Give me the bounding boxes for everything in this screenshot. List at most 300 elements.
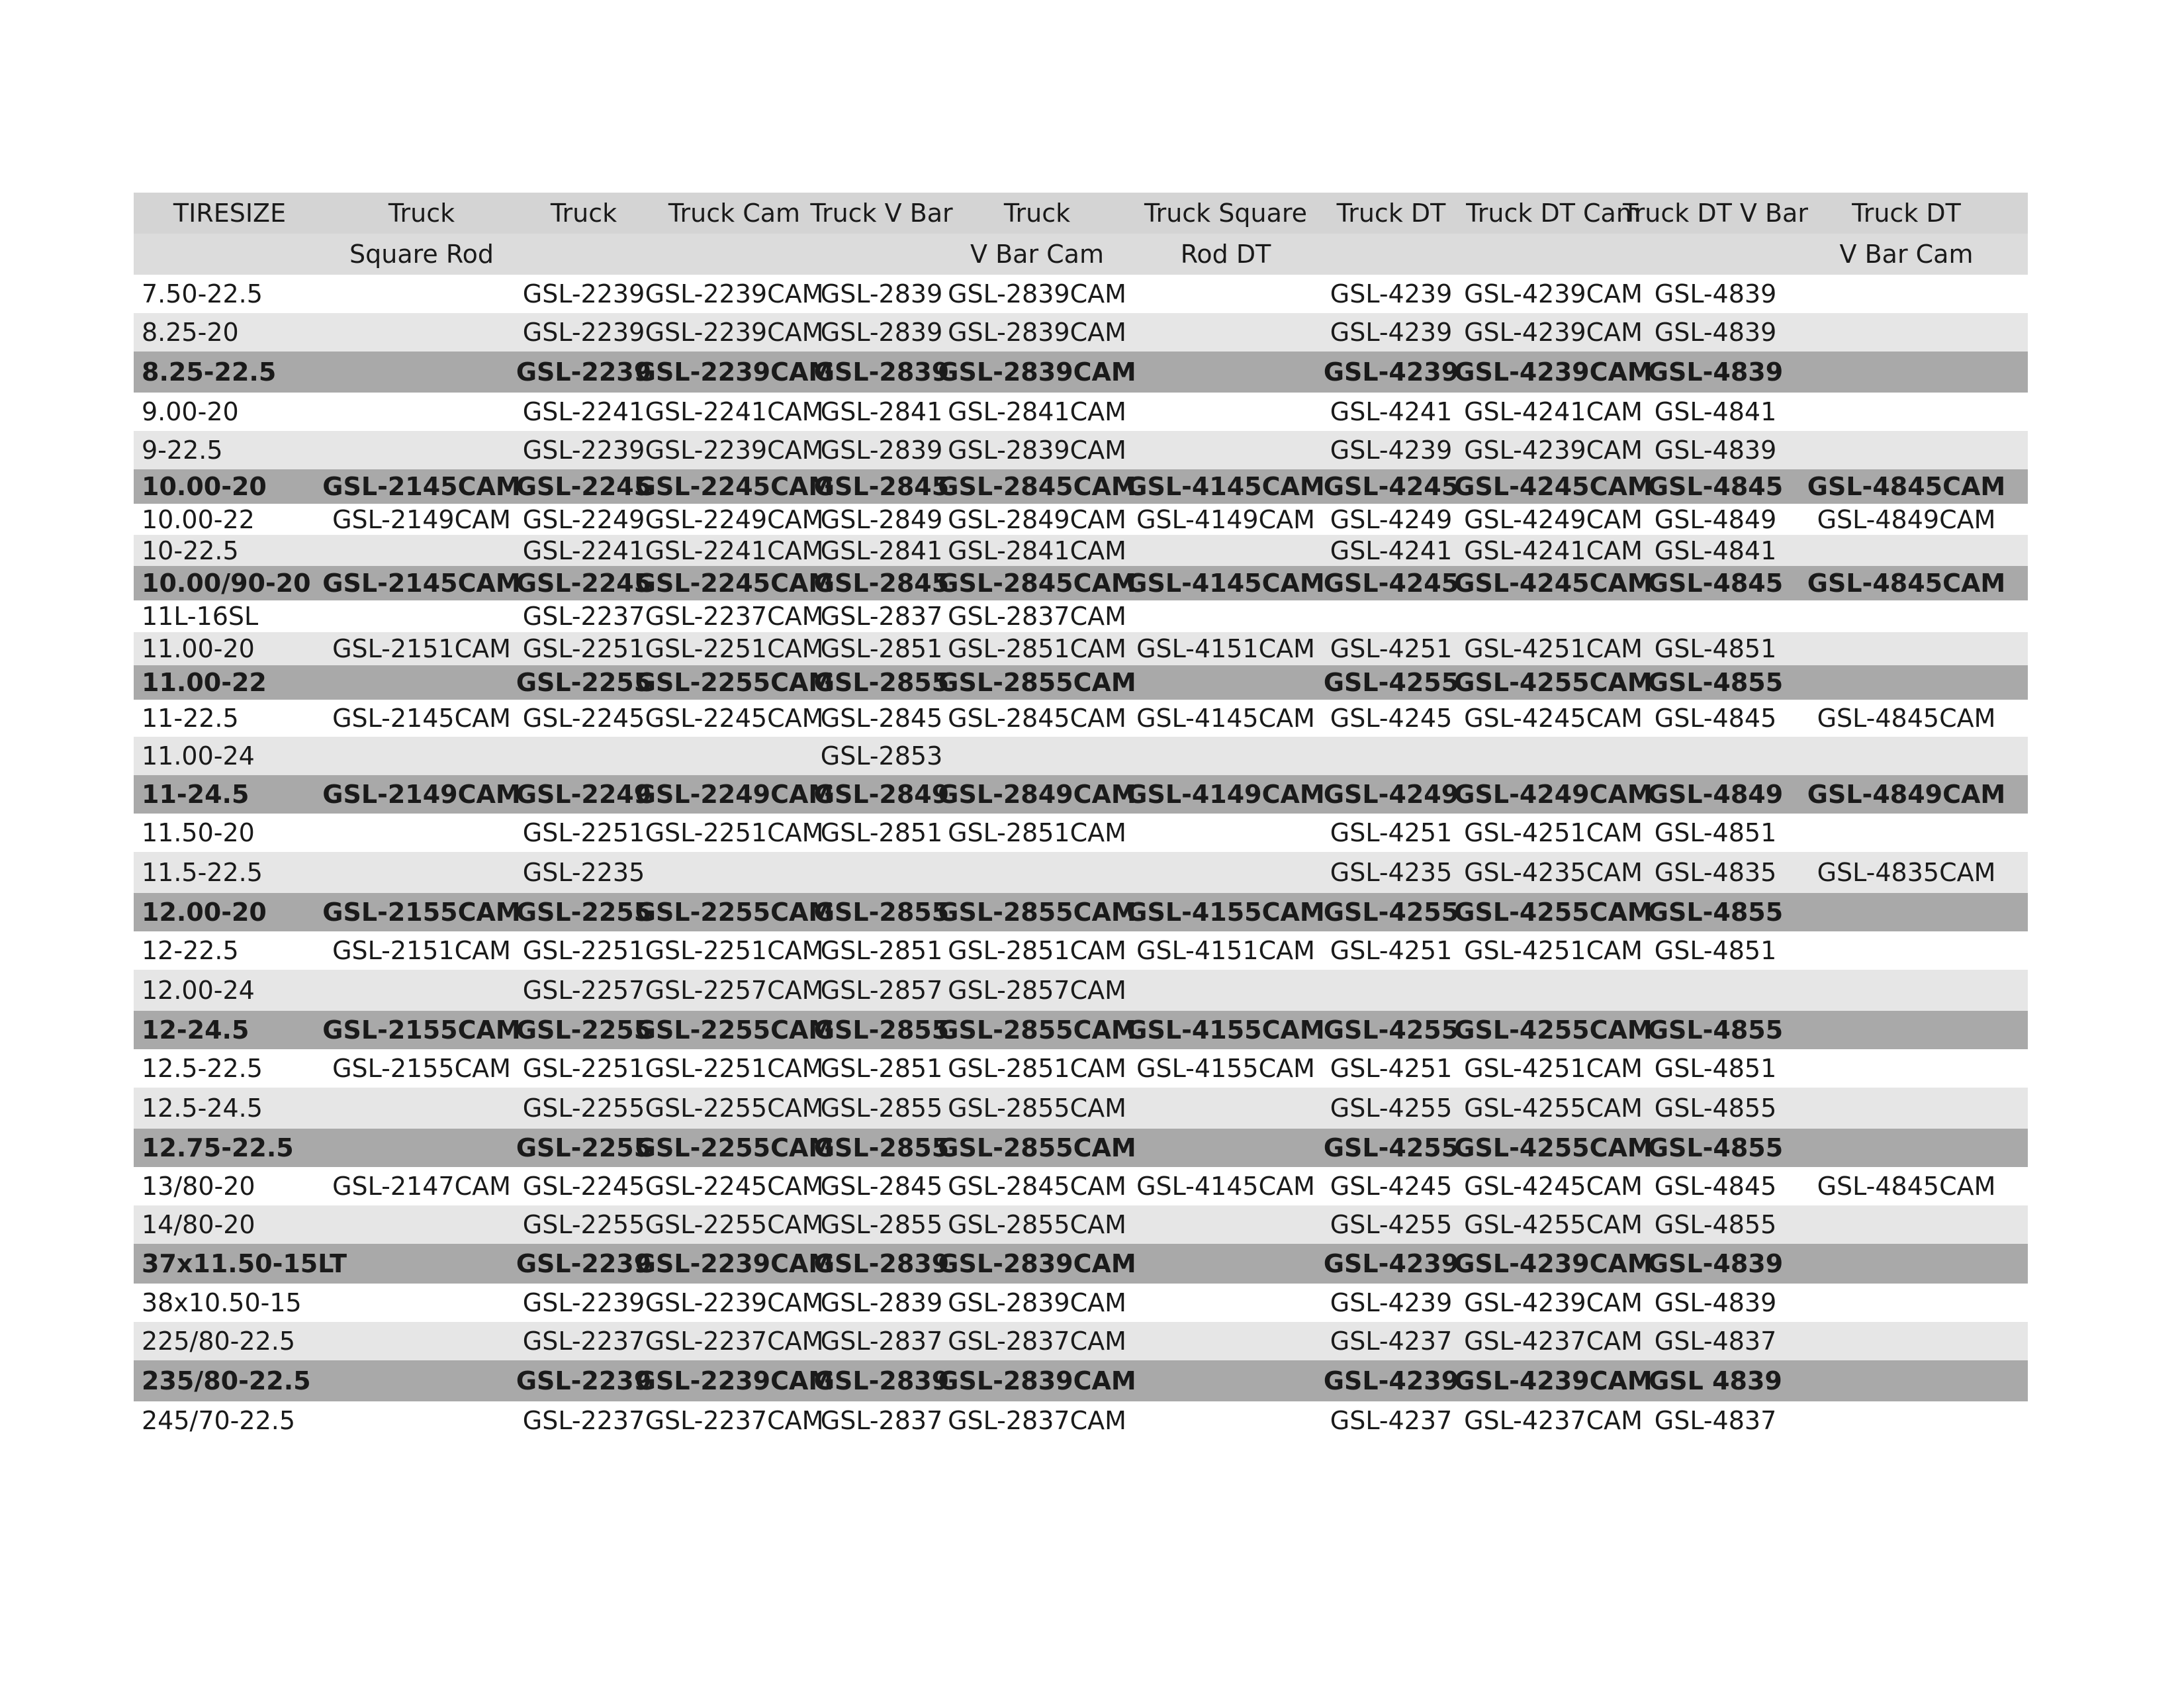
part-number-cell: GSL-2845 — [820, 1172, 943, 1201]
part-number-cell — [326, 352, 518, 393]
part-number-cell: GSL-4255CAM — [1464, 1210, 1643, 1239]
part-number-cell — [1130, 1129, 1322, 1167]
table-row — [134, 970, 2028, 1011]
part-number-cell: GSL-4849 — [1647, 780, 1784, 809]
part-number-cell — [326, 665, 518, 700]
part-number-cell: GSL-4145CAM — [1136, 1172, 1315, 1201]
part-number-cell — [1785, 535, 2028, 566]
part-number-cell: GSL-2255 — [516, 1015, 652, 1045]
tire-size-cell: 11.00-20 — [142, 634, 255, 663]
part-number-cell: GSL-2147CAM — [332, 1172, 511, 1201]
part-number-cell — [1130, 313, 1322, 352]
part-number-cell: GSL-2255CAM — [635, 1133, 834, 1162]
part-number-cell: GSL-4245 — [1330, 704, 1453, 733]
part-number-cell: GSL-2845 — [813, 472, 950, 501]
table-row — [134, 1244, 2028, 1284]
part-number-cell — [1785, 1088, 2028, 1129]
table-row — [134, 431, 2028, 469]
tire-size-cell: 245/70-22.5 — [142, 1406, 296, 1435]
part-number-cell: GSL-4845CAM — [1807, 569, 2006, 598]
part-number-cell: GSL-2845 — [820, 704, 943, 733]
column-header: Truck DT V Bar — [1623, 199, 1808, 228]
column-header: Truck — [550, 199, 617, 228]
part-number-cell: GSL-4839 — [1647, 1249, 1784, 1278]
part-number-cell: GSL-2837 — [820, 1327, 943, 1356]
part-number-cell: GSL-4239 — [1323, 1366, 1459, 1395]
column-header — [134, 234, 326, 275]
part-number-cell: GSL-2837CAM — [948, 602, 1126, 631]
part-number-cell: GSL-2837CAM — [948, 1327, 1126, 1356]
part-number-cell: GSL-4245 — [1330, 1172, 1453, 1201]
tire-size-cell: 11.00-22 — [142, 668, 267, 697]
part-number-cell: GSL-2257 — [522, 976, 645, 1005]
part-number-cell — [326, 970, 518, 1011]
part-number-cell: GSL-4845 — [1654, 704, 1777, 733]
part-number-cell: GSL-4855 — [1647, 1015, 1784, 1045]
part-number-cell: GSL-2245CAM — [635, 569, 834, 598]
part-number-cell: GSL-2245 — [516, 569, 652, 598]
part-number-cell: GSL-4239CAM — [1464, 279, 1643, 308]
part-number-cell: GSL-4855 — [1654, 1094, 1777, 1123]
part-number-cell: GSL-4237 — [1330, 1327, 1453, 1356]
part-number-cell: GSL-4241CAM — [1464, 397, 1643, 426]
part-number-cell: GSL-2249CAM — [635, 780, 834, 809]
tire-size-cell: 12.5-24.5 — [142, 1094, 263, 1123]
part-number-cell — [1785, 431, 2028, 469]
part-number-cell: GSL-4841 — [1654, 397, 1777, 426]
part-number-cell: GSL-2245CAM — [645, 1172, 824, 1201]
part-number-cell: GSL-2841 — [820, 397, 943, 426]
part-number-cell: GSL-2245 — [522, 1172, 645, 1201]
part-number-cell: GSL-4845 — [1647, 569, 1784, 598]
part-number-cell: GSL-2149CAM — [322, 780, 521, 809]
tire-size-cell: 11-24.5 — [142, 780, 250, 809]
part-number-cell: GSL-2251 — [522, 936, 645, 965]
part-number-cell — [1130, 1401, 1322, 1440]
table-row — [134, 1167, 2028, 1205]
part-number-cell: GSL-4239CAM — [1464, 318, 1643, 347]
part-number-cell — [1785, 393, 2028, 431]
part-number-cell: GSL-2251 — [522, 1054, 645, 1083]
part-number-cell: GSL-4255CAM — [1454, 898, 1653, 927]
part-number-cell — [1785, 1244, 2028, 1284]
part-number-cell: GSL-4235CAM — [1464, 858, 1643, 887]
part-number-cell: GSL-2839CAM — [938, 357, 1136, 387]
part-number-cell: GSL-2245CAM — [635, 472, 834, 501]
column-header: Truck — [388, 199, 455, 228]
part-number-cell — [326, 431, 518, 469]
part-number-cell: GSL-4145CAM — [1136, 704, 1315, 733]
part-number-cell: GSL-4241CAM — [1464, 536, 1643, 565]
part-number-cell — [1130, 1088, 1322, 1129]
table-row — [134, 1360, 2028, 1401]
part-number-cell — [1130, 275, 1322, 313]
part-number-cell: GSL-2249CAM — [645, 504, 824, 534]
part-number-cell: GSL-4237CAM — [1464, 1327, 1643, 1356]
part-number-cell: GSL-2839 — [820, 318, 943, 347]
part-number-cell — [650, 852, 819, 893]
part-number-cell — [1646, 970, 1785, 1011]
part-number-cell: GSL-2145CAM — [322, 569, 521, 598]
part-number-cell: GSL-2255 — [522, 1210, 645, 1239]
part-number-cell: GSL-4155CAM — [1126, 898, 1325, 927]
part-number-cell — [518, 737, 650, 775]
part-number-cell — [326, 1205, 518, 1244]
tire-size-cell: 235/80-22.5 — [142, 1366, 311, 1395]
part-number-cell: GSL-4849CAM — [1817, 504, 1996, 534]
part-number-cell — [1461, 737, 1646, 775]
part-number-cell: GSL-4245CAM — [1464, 1172, 1643, 1201]
part-number-cell: GSL-2851 — [820, 1054, 943, 1083]
part-number-cell: GSL-4239 — [1330, 279, 1453, 308]
part-number-cell: GSL-4845 — [1654, 1172, 1777, 1201]
part-number-cell: GSL-2255 — [522, 1094, 645, 1123]
part-number-cell: GSL-4239 — [1330, 436, 1453, 465]
column-header: V Bar Cam — [1839, 240, 1974, 269]
table-row — [134, 1205, 2028, 1244]
part-number-cell — [1785, 313, 2028, 352]
part-number-cell: GSL-2239CAM — [635, 357, 834, 387]
part-number-cell: GSL-2849 — [813, 780, 950, 809]
part-number-cell: GSL 4839 — [1649, 1366, 1782, 1395]
part-number-cell: GSL-4155CAM — [1136, 1054, 1315, 1083]
part-number-cell — [1646, 600, 1785, 632]
part-number-cell — [650, 737, 819, 775]
tire-size-cell: 13/80-20 — [142, 1172, 255, 1201]
column-header: Truck — [1003, 199, 1071, 228]
tire-size-cell: 225/80-22.5 — [142, 1327, 296, 1356]
part-number-cell: GSL-4845 — [1647, 472, 1784, 501]
table-row — [134, 852, 2028, 893]
part-number-cell: GSL-4851 — [1654, 1054, 1777, 1083]
part-number-cell: GSL-2155CAM — [322, 898, 521, 927]
part-number-cell: GSL-2839CAM — [948, 1288, 1126, 1317]
part-number-cell: GSL-2255 — [516, 1133, 652, 1162]
part-number-cell: GSL-4239CAM — [1454, 1366, 1653, 1395]
column-header: Square Rod — [349, 240, 494, 269]
tire-size-cell: 12.5-22.5 — [142, 1054, 263, 1083]
part-number-cell: GSL-2851 — [820, 936, 943, 965]
column-header: Truck DT — [1336, 199, 1446, 228]
part-number-cell — [944, 852, 1130, 893]
part-number-cell — [1785, 931, 2028, 970]
table-row — [134, 1401, 2028, 1440]
part-number-cell: GSL-4855 — [1654, 1210, 1777, 1239]
part-number-cell: GSL-4249 — [1330, 504, 1453, 534]
part-number-cell — [1785, 1011, 2028, 1049]
tire-size-cell: 11.50-20 — [142, 818, 255, 847]
part-number-cell: GSL-2837 — [820, 602, 943, 631]
part-number-cell: GSL-4251 — [1330, 634, 1453, 663]
part-number-cell — [1130, 665, 1322, 700]
table-row — [134, 814, 2028, 852]
part-number-cell: GSL-4239CAM — [1454, 1249, 1653, 1278]
table-row — [134, 566, 2028, 600]
part-number-cell — [1785, 1129, 2028, 1167]
part-number-cell — [944, 737, 1130, 775]
part-number-cell — [326, 737, 518, 775]
part-number-cell: GSL-4241 — [1330, 397, 1453, 426]
table-row — [134, 665, 2028, 700]
part-number-cell: GSL-4251 — [1330, 818, 1453, 847]
part-number-cell — [1785, 970, 2028, 1011]
table-row — [134, 275, 2028, 313]
part-number-cell: GSL-2239CAM — [645, 436, 824, 465]
column-header: Truck Cam — [668, 199, 801, 228]
part-number-cell: GSL-2855CAM — [948, 1094, 1126, 1123]
part-number-cell: GSL-2839CAM — [938, 1249, 1136, 1278]
part-number-cell: GSL-2237 — [522, 602, 645, 631]
table-row — [134, 1322, 2028, 1360]
tire-size-cell: 8.25-20 — [142, 318, 239, 347]
part-number-cell — [1785, 893, 2028, 931]
table-row — [134, 469, 2028, 504]
part-number-cell: GSL-2239CAM — [645, 1288, 824, 1317]
part-number-cell: GSL-4245CAM — [1454, 569, 1653, 598]
part-number-cell — [1130, 1244, 1322, 1284]
part-number-cell: GSL-2239 — [516, 1366, 652, 1395]
part-number-cell: GSL-2237 — [522, 1406, 645, 1435]
part-number-cell: GSL-2237CAM — [645, 1327, 824, 1356]
part-number-cell: GSL-2851 — [820, 634, 943, 663]
part-number-cell — [1130, 1360, 1322, 1401]
part-number-cell: GSL-4239 — [1323, 1249, 1459, 1278]
part-number-cell — [1785, 665, 2028, 700]
part-number-cell: GSL-2845CAM — [938, 472, 1136, 501]
part-number-cell: GSL-4851 — [1654, 818, 1777, 847]
part-number-cell — [1130, 393, 1322, 431]
part-number-cell: GSL-4835 — [1654, 858, 1777, 887]
tire-size-cell: 37x11.50-15LT — [142, 1249, 347, 1278]
tire-size-cell: 8.25-22.5 — [142, 357, 277, 387]
part-number-cell: GSL-2239CAM — [645, 279, 824, 308]
table-row — [134, 775, 2028, 814]
part-number-cell: GSL-2839CAM — [938, 1366, 1136, 1395]
part-number-cell: GSL-4855 — [1647, 668, 1784, 697]
part-number-cell: GSL-4237CAM — [1464, 1406, 1643, 1435]
part-number-cell — [1130, 1205, 1322, 1244]
tire-size-cell: 10-22.5 — [142, 536, 239, 565]
part-number-cell: GSL-2155CAM — [332, 1054, 511, 1083]
part-number-cell: GSL-4249CAM — [1454, 780, 1653, 809]
part-number-cell — [1130, 1322, 1322, 1360]
part-number-cell: GSL-4249 — [1323, 780, 1459, 809]
part-number-cell: GSL-2255CAM — [645, 1094, 824, 1123]
part-number-cell: GSL-4841 — [1654, 536, 1777, 565]
part-number-cell — [326, 313, 518, 352]
part-number-cell: GSL-4145CAM — [1126, 569, 1325, 598]
part-number-cell — [819, 852, 944, 893]
part-number-cell — [326, 1088, 518, 1129]
part-number-cell — [326, 600, 518, 632]
part-number-cell: GSL-2251CAM — [645, 634, 824, 663]
part-number-cell: GSL-4255CAM — [1454, 1015, 1653, 1045]
table-row — [134, 1088, 2028, 1129]
part-number-cell — [326, 1360, 518, 1401]
part-number-cell — [1785, 600, 2028, 632]
part-number-cell: GSL-2251CAM — [645, 818, 824, 847]
column-header: TIRESIZE — [173, 199, 287, 228]
part-number-cell — [1130, 737, 1322, 775]
part-number-cell: GSL-2145CAM — [332, 704, 511, 733]
part-number-cell: GSL-2837 — [820, 1406, 943, 1435]
column-header: Rod DT — [1180, 240, 1271, 269]
part-number-cell: GSL-2255CAM — [635, 898, 834, 927]
tire-size-cell: 10.00-22 — [142, 504, 255, 534]
tire-size-cell: 12-22.5 — [142, 936, 239, 965]
tire-size-cell: 12.00-24 — [142, 976, 255, 1005]
part-number-cell — [1130, 852, 1322, 893]
part-number-cell: GSL-2255CAM — [645, 1210, 824, 1239]
part-number-cell: GSL-4245 — [1323, 472, 1459, 501]
tire-size-cell: 9.00-20 — [142, 397, 239, 426]
tire-size-cell: 14/80-20 — [142, 1210, 255, 1239]
part-number-cell: GSL-2239CAM — [635, 1249, 834, 1278]
part-number-cell — [1130, 814, 1322, 852]
part-number-cell: GSL-4149CAM — [1126, 780, 1325, 809]
part-number-cell — [326, 275, 518, 313]
part-number-cell — [326, 393, 518, 431]
table-row — [134, 1129, 2028, 1167]
part-number-cell: GSL-4855 — [1647, 1133, 1784, 1162]
part-number-cell: GSL-2255CAM — [635, 1015, 834, 1045]
part-number-cell: GSL-2855 — [813, 668, 950, 697]
part-number-cell: GSL-2241CAM — [645, 536, 824, 565]
table-row — [134, 700, 2028, 737]
tire-size-cell: 11.5-22.5 — [142, 858, 263, 887]
part-number-cell: GSL-2239 — [516, 357, 652, 387]
part-number-cell: GSL-2839CAM — [948, 279, 1126, 308]
part-number-cell — [1461, 600, 1646, 632]
part-number-cell: GSL-2151CAM — [332, 634, 511, 663]
part-number-cell — [1322, 600, 1461, 632]
table-row — [134, 632, 2028, 665]
part-number-cell: GSL-2251CAM — [645, 936, 824, 965]
tire-size-cell: 12-24.5 — [142, 1015, 250, 1045]
part-number-cell: GSL-4251CAM — [1464, 936, 1643, 965]
part-number-cell: GSL-2841CAM — [948, 397, 1126, 426]
part-number-cell: GSL-2241 — [522, 397, 645, 426]
column-header: Truck DT Cam — [1466, 199, 1641, 228]
part-number-cell: GSL-2845CAM — [948, 1172, 1126, 1201]
part-number-cell: GSL-2241 — [522, 536, 645, 565]
table-row — [134, 1284, 2028, 1322]
part-number-cell: GSL-2839CAM — [948, 436, 1126, 465]
part-number-cell: GSL-4245CAM — [1464, 704, 1643, 733]
part-number-cell: GSL-2249 — [522, 504, 645, 534]
part-number-cell: GSL-2239 — [522, 1288, 645, 1317]
part-number-cell — [1785, 737, 2028, 775]
part-number-cell: GSL-2845 — [813, 569, 950, 598]
table-row — [134, 1011, 2028, 1049]
part-number-cell: GSL-4245 — [1323, 569, 1459, 598]
part-number-cell: GSL-2855 — [813, 898, 950, 927]
tire-size-cell: 7.50-22.5 — [142, 279, 263, 308]
part-number-cell: GSL-2849 — [820, 504, 943, 534]
part-number-cell: GSL-4239CAM — [1464, 436, 1643, 465]
part-number-cell — [1785, 352, 2028, 393]
header-row-2 — [134, 234, 2028, 275]
part-number-cell: GSL-4835CAM — [1817, 858, 1996, 887]
part-number-cell: GSL-4849CAM — [1807, 780, 2006, 809]
part-number-cell: GSL-4845CAM — [1817, 1172, 1996, 1201]
part-number-cell: GSL-2839 — [813, 1249, 950, 1278]
tire-size-cell: 38x10.50-15 — [142, 1288, 302, 1317]
part-number-cell — [1130, 970, 1322, 1011]
part-number-cell: GSL-2235 — [522, 858, 645, 887]
part-number-cell — [1130, 352, 1322, 393]
part-number-cell: GSL-4239 — [1330, 1288, 1453, 1317]
part-number-cell: GSL-2855 — [813, 1015, 950, 1045]
part-number-cell: GSL-4239 — [1323, 357, 1459, 387]
part-number-cell: GSL-2239 — [522, 279, 645, 308]
part-number-cell: GSL-2853 — [820, 741, 943, 771]
column-header — [1646, 234, 1785, 275]
tire-size-cell: 10.00-20 — [142, 472, 267, 501]
part-number-cell: GSL-4251CAM — [1464, 818, 1643, 847]
column-header — [518, 234, 650, 275]
part-number-cell: GSL-2237CAM — [645, 1406, 824, 1435]
part-number-cell: GSL-4239 — [1330, 318, 1453, 347]
part-number-cell: GSL-2855 — [820, 1094, 943, 1123]
tire-size-cell: 12.75-22.5 — [142, 1133, 294, 1162]
table-row — [134, 352, 2028, 393]
part-number-cell — [1785, 814, 2028, 852]
part-number-cell: GSL-4151CAM — [1136, 936, 1315, 965]
part-number-cell: GSL-4255 — [1323, 668, 1459, 697]
part-number-cell: GSL-4839 — [1654, 279, 1777, 308]
part-number-cell — [326, 1284, 518, 1322]
header-row-1 — [134, 193, 2028, 234]
part-number-cell: GSL-2251CAM — [645, 1054, 824, 1083]
part-number-cell — [1785, 1205, 2028, 1244]
part-number-cell: GSL-2849CAM — [948, 504, 1126, 534]
part-number-cell — [1130, 1284, 1322, 1322]
part-number-cell: GSL-4845CAM — [1807, 472, 2006, 501]
part-number-cell: GSL-2851 — [820, 818, 943, 847]
part-number-cell: GSL-2845CAM — [948, 704, 1126, 733]
part-number-cell: GSL-4245CAM — [1454, 472, 1653, 501]
column-header — [650, 234, 819, 275]
part-number-cell — [1130, 600, 1322, 632]
part-number-cell: GSL-4845CAM — [1817, 704, 1996, 733]
part-number-cell: GSL-2855 — [820, 1210, 943, 1239]
tire-size-cell: 11L-16SL — [142, 602, 259, 631]
part-number-cell: GSL-4237 — [1330, 1406, 1453, 1435]
fitment-table — [134, 193, 2028, 1440]
table-row — [134, 893, 2028, 931]
tire-size-cell: 11.00-24 — [142, 741, 255, 771]
part-number-cell: GSL-2151CAM — [332, 936, 511, 965]
part-number-cell — [1785, 1322, 2028, 1360]
part-number-cell: GSL-4251CAM — [1464, 634, 1643, 663]
column-header: Truck V Bar — [810, 199, 953, 228]
tire-size-cell: 12.00-20 — [142, 898, 267, 927]
part-number-cell: GSL-2855CAM — [948, 1210, 1126, 1239]
table-row — [134, 737, 2028, 775]
part-number-cell: GSL-4839 — [1654, 436, 1777, 465]
table-row — [134, 931, 2028, 970]
part-number-cell: GSL-2249 — [516, 780, 652, 809]
table-row — [134, 600, 2028, 632]
part-number-cell — [1646, 737, 1785, 775]
part-number-cell — [326, 852, 518, 893]
part-number-cell — [1785, 275, 2028, 313]
part-number-cell — [1785, 1284, 2028, 1322]
column-header — [1461, 234, 1646, 275]
part-number-cell: GSL-2239CAM — [635, 1366, 834, 1395]
part-number-cell: GSL-2245 — [522, 704, 645, 733]
